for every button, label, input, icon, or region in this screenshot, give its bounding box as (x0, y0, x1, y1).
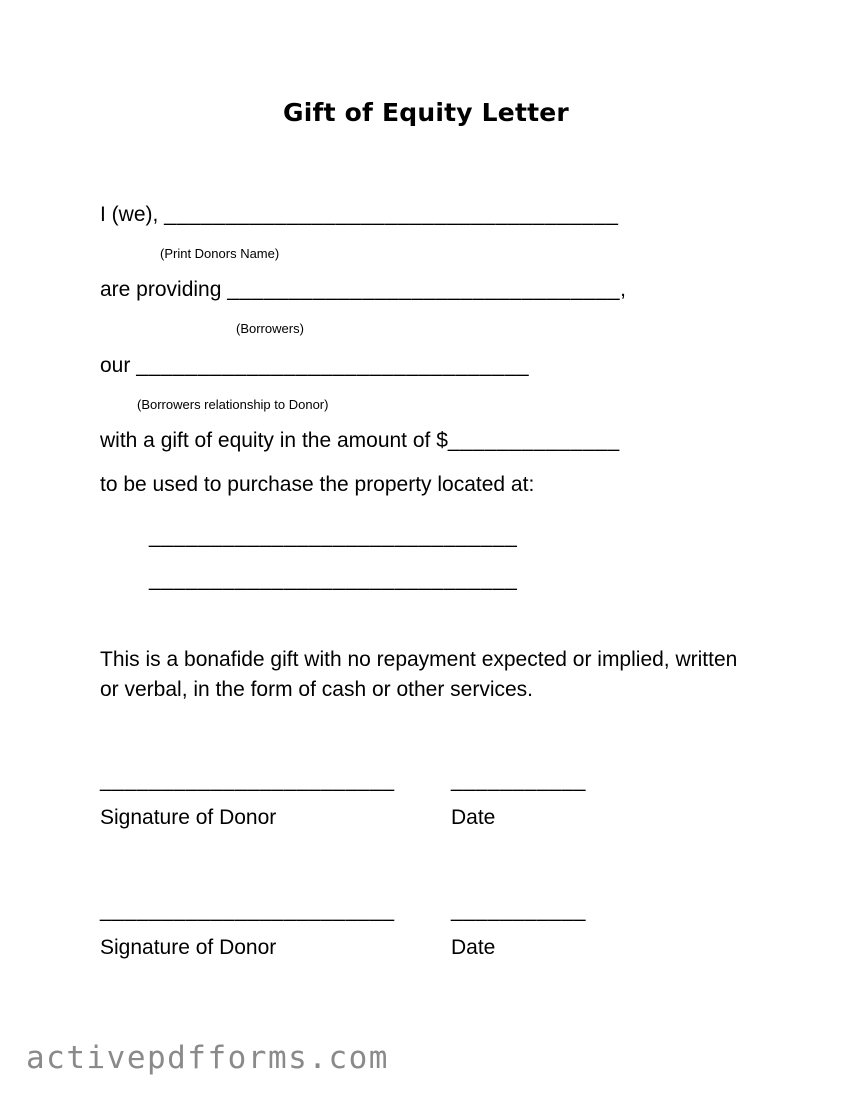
donor-signature-label-1: Signature of Donor (100, 806, 277, 829)
address-blank-2[interactable]: ______________________________ (149, 568, 518, 591)
date-label-2: Date (451, 936, 496, 959)
borrower-blank[interactable]: ________________________________, (227, 278, 627, 301)
property-line: to be used to purchase the property located at: (100, 473, 535, 496)
donor-name-hint: (Print Donors Name) (160, 246, 280, 261)
borrower-hint: (Borrowers) (236, 321, 304, 336)
relationship-hint: (Borrowers relationship to Donor) (137, 397, 329, 412)
donor-signature-label-2: Signature of Donor (100, 936, 277, 959)
amount-line (100, 428, 620, 454)
relationship-prefix: our (100, 354, 137, 377)
relationship-blank[interactable]: ________________________________ (136, 354, 530, 377)
donor-name-prefix: I (we), (100, 203, 165, 226)
amount-text: with a gift of equity in the amount of $ (100, 429, 448, 452)
amount-blank[interactable]: ______________ (447, 429, 620, 452)
date-label-1: Date (451, 806, 496, 829)
gift-statement: This is a bonafide gift with no repayment expected or implied, written or verbal, in the form of cash or other services. (100, 648, 738, 701)
date-blank-1[interactable]: ___________ (451, 769, 587, 792)
date-blank-2[interactable]: ___________ (451, 899, 587, 922)
relationship-line (100, 353, 529, 379)
donor-signature-blank-1[interactable]: ________________________ (100, 769, 395, 792)
borrower-line (100, 277, 627, 303)
borrower-prefix: are providing (100, 278, 228, 301)
address-blank-1[interactable]: ______________________________ (149, 525, 518, 548)
donor-name-blank[interactable]: _____________________________________ (164, 203, 619, 226)
site-watermark: activepdfforms.com (26, 1040, 389, 1076)
document-title: Gift of Equity Letter (283, 98, 569, 127)
donor-name-line (100, 202, 619, 228)
donor-signature-blank-2[interactable]: ________________________ (100, 899, 395, 922)
